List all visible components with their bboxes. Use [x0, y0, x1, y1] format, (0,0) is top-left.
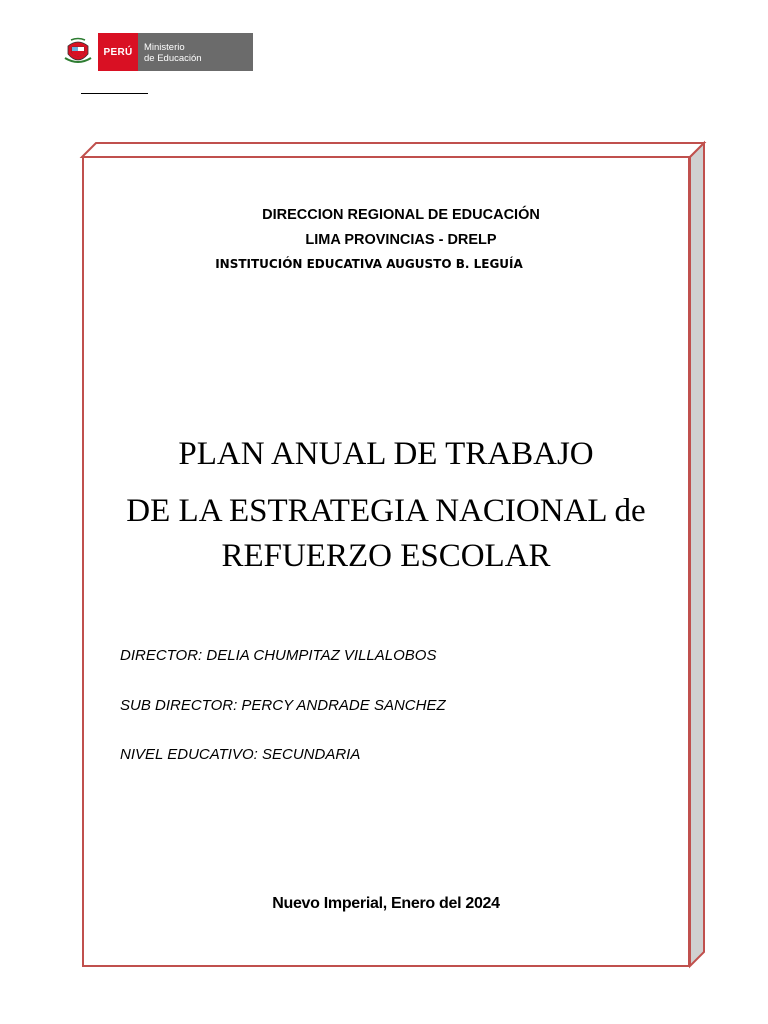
nivel-text: NIVEL EDUCATIVO: SECUNDARIA	[120, 746, 361, 763]
ministry-line-1: Ministerio	[144, 42, 185, 53]
header-rule	[81, 93, 148, 94]
sub-director-text: SUB DIRECTOR: PERCY ANDRADE SANCHEZ	[120, 697, 446, 714]
ministry-line-2: de Educación	[144, 53, 202, 64]
title-line-1: PLAN ANUAL DE TRABAJO	[178, 436, 594, 472]
ministry-logo	[58, 33, 253, 71]
place-date: Nuevo Imperial, Enero del 2024	[272, 895, 500, 912]
director-text: DIRECTOR: DELIA CHUMPITAZ VILLALOBOS	[120, 647, 437, 664]
title-line-2: DE LA ESTRATEGIA NACIONAL de	[126, 493, 646, 529]
coat-of-arms-icon	[58, 33, 98, 71]
ministry-label	[138, 33, 253, 71]
header-line-1: DIRECCION REGIONAL DE EDUCACIÓN	[262, 207, 540, 223]
header-line-3: INSTITUCIÓN EDUCATIVA AUGUSTO B. LEGUÍA	[215, 257, 523, 271]
header-line-2: LIMA PROVINCIAS - DRELP	[305, 232, 497, 248]
peru-label: PERÚ	[98, 33, 138, 71]
title-line-3: REFUERZO ESCOLAR	[221, 538, 551, 574]
